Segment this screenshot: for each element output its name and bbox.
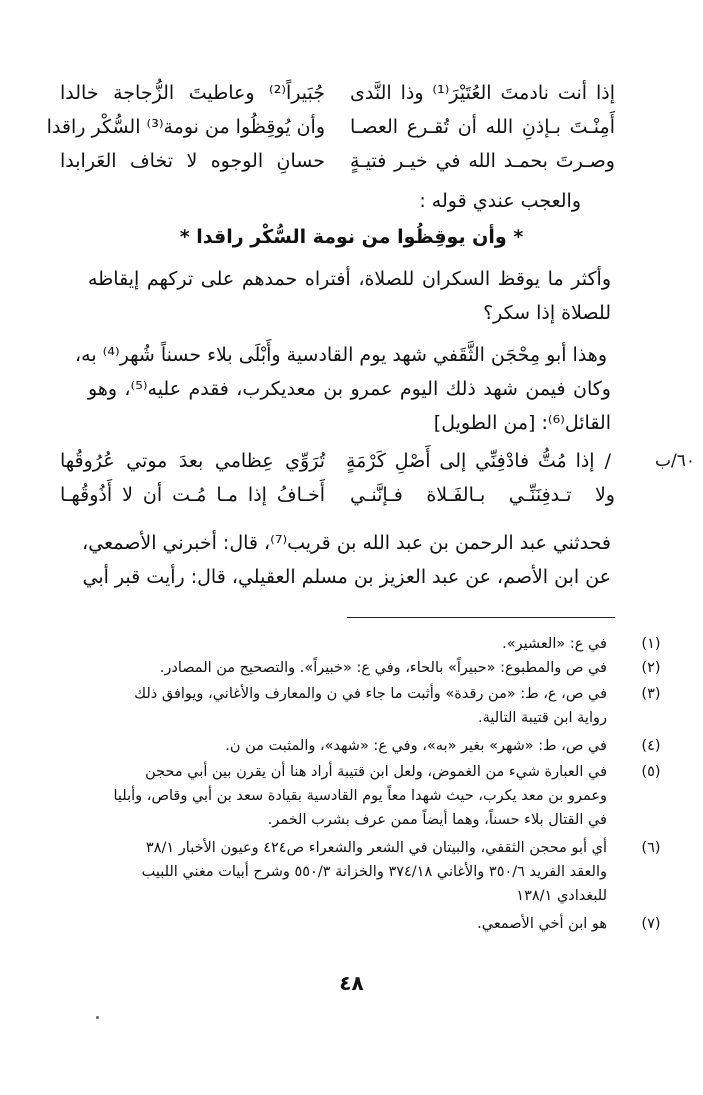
- footnote-separator: [347, 617, 615, 618]
- footnote-line: في ص، ط: «شهر» بغير «به»، وفي ع: «شهد»، والمثبت من ن.: [225, 738, 607, 754]
- footnote-6: [70, 836, 661, 908]
- paragraph-3-line-2: عن ابن الأصم، عن عبد العزيز بن مسلم العقيلي، قال: رأيت قبر أبي: [82, 566, 611, 588]
- hemistich-second: حسانِ الوجوه لا تخاف العَرابدا: [60, 150, 325, 172]
- paragraph-2-line-2: وكان فيمن شهد ذلك اليوم عمرو بن معديكرب، فقدم عليه⁽⁵⁾، وهو: [88, 378, 611, 400]
- folio-margin-note: ٦٠/ب: [655, 451, 695, 471]
- footnote-number: (٥): [641, 764, 661, 780]
- footnote-4: [70, 734, 661, 758]
- page-number: ٤٨: [339, 971, 364, 995]
- paragraph-1-line-1: وأكثر ما يوقظ السكران للصلاة، أفتراه حمدهم على تركهم إيقاظه: [88, 268, 611, 290]
- footnote-text: [70, 760, 607, 832]
- footnote-line: أي أبو محجن الثقفي، والبيتان في الشعر والشعراء ص٤٢٤ وعيون الأخبار ٣٨/١: [145, 840, 607, 856]
- poem1-couplet-1: [60, 76, 615, 110]
- footnote-text: [70, 836, 607, 908]
- footnote-1: [70, 632, 661, 656]
- quoted-hemistich: * وأن يوقِظُوا من نومة السُّكْر راقدا *: [179, 226, 524, 248]
- hemistich-first: ولا تـدفِنَنِّـي بـالفَـلاة فـإنَّنـي: [350, 484, 615, 506]
- footnote-text: [70, 912, 607, 936]
- hemistich-second: جُبَيراً⁽²⁾ وعاطيتَ الزُّجاجة خالدا: [60, 82, 325, 104]
- hemistich-first: [346, 444, 611, 478]
- hemistich-first: وصـرتَ بحمـد الله في خيـر فتيـةٍ: [350, 150, 615, 172]
- footnote-line: والعقد الفريد ٣٥٠/٦ والأغاني ٣٧٤/١٨ والخزانة ٥٥٠/٣ وشرح أبيات مغني اللبيب: [141, 864, 607, 880]
- hemistich-second: وأن يُوقِظُوا من نومة⁽³⁾ السُّكْر راقدا: [46, 116, 325, 138]
- footnote-text: [70, 632, 607, 656]
- hemistich-second: تُرَوِّي عِظامي بعدَ موتي عُرُوقُها: [60, 450, 325, 472]
- footnote-7: [70, 912, 661, 936]
- footnote-line: في ص، ع، ط: «من رقدة» وأثبت ما جاء في ن والمعارف والأغاني، ويوافق ذلك: [134, 686, 607, 702]
- footnote-5: [70, 760, 661, 832]
- footnote-line: رواية ابن قتيبة التالية.: [477, 710, 607, 726]
- paragraph-3-line-1: فحدثني عبد الرحمن بن عبد الله بن قريب⁽⁷⁾، قال: أخبرني الأصمعي،: [82, 532, 611, 554]
- paragraph-2-line-3: القائل⁽⁶⁾: [من الطويل]: [433, 412, 611, 434]
- poem2-couplet-2: [60, 478, 615, 512]
- poem2-couplet-1: [60, 444, 611, 478]
- footnote-line: في القتال بلاء حسناً، وهما أيضاً ممن عرف بشرب الخمر.: [267, 812, 607, 828]
- poem1-couplet-3: [60, 144, 615, 178]
- paragraph-1-line-2: للصلاة إذا سكر؟: [483, 302, 611, 324]
- scan-speck: [96, 1016, 99, 1019]
- footnote-number: (٤): [641, 738, 661, 754]
- prose-intro: والعجب عندي قوله :: [419, 190, 581, 212]
- footnote-text: [70, 656, 607, 680]
- hemistich-second: أَخـافُ إذا مـا مُـت أن لا أَذُوقُهـا: [60, 484, 325, 506]
- footnote-line: هو ابن أخي الأصمعي.: [477, 916, 607, 932]
- footnote-line: للبغدادي ١٣٨/١: [516, 888, 607, 904]
- hemistich-first: إذا أنت نادمتَ العُتَيْرَ⁽¹⁾ وذا النَّدى: [350, 82, 615, 104]
- footnote-number: (٦): [641, 840, 661, 856]
- hemistich-first-text: إذا مُتُّ فادْفِنِّي إلى أَصْلِ كَرْمَةٍ: [346, 450, 595, 472]
- footnote-line: وعمرو بن معد يكرب، حيث شهدا معاً يوم القادسية بقيادة سعد بن أبي وقاص، وأبليا: [113, 788, 607, 804]
- footnote-number: (٧): [641, 916, 661, 932]
- hemistich-first: أَمِنْـتَ بـإذنِ الله أن تُقـرع العصـا: [350, 116, 615, 138]
- footnote-text: [70, 682, 607, 730]
- folio-slash: /: [604, 450, 611, 472]
- footnote-line: في ع: «العشير».: [502, 636, 607, 652]
- paragraph-2-line-1: وهذا أبو مِحْجَن الثَّقَفي شهد يوم القادسية وأَبْلَى بلاء حسناً شُهر⁽⁴⁾ به،: [75, 344, 607, 366]
- footnote-text: [70, 734, 607, 758]
- footnote-number: (١): [641, 636, 661, 652]
- footnote-number: (٣): [641, 686, 661, 702]
- poem1-couplet-2: [46, 110, 615, 144]
- footnote-3: [70, 682, 661, 730]
- footnote-number: (٢): [641, 660, 661, 676]
- footnote-2: [70, 656, 661, 680]
- footnote-line: في ص والمطبوع: «حبيراً» بالحاء، وفي ع: «خبيراً». والتصحيح من المصادر.: [159, 660, 607, 676]
- footnote-line: في العبارة شيء من الغموض، ولعل ابن قتيبة أراد هنا أن يقرن بين أبي محجن: [145, 764, 607, 780]
